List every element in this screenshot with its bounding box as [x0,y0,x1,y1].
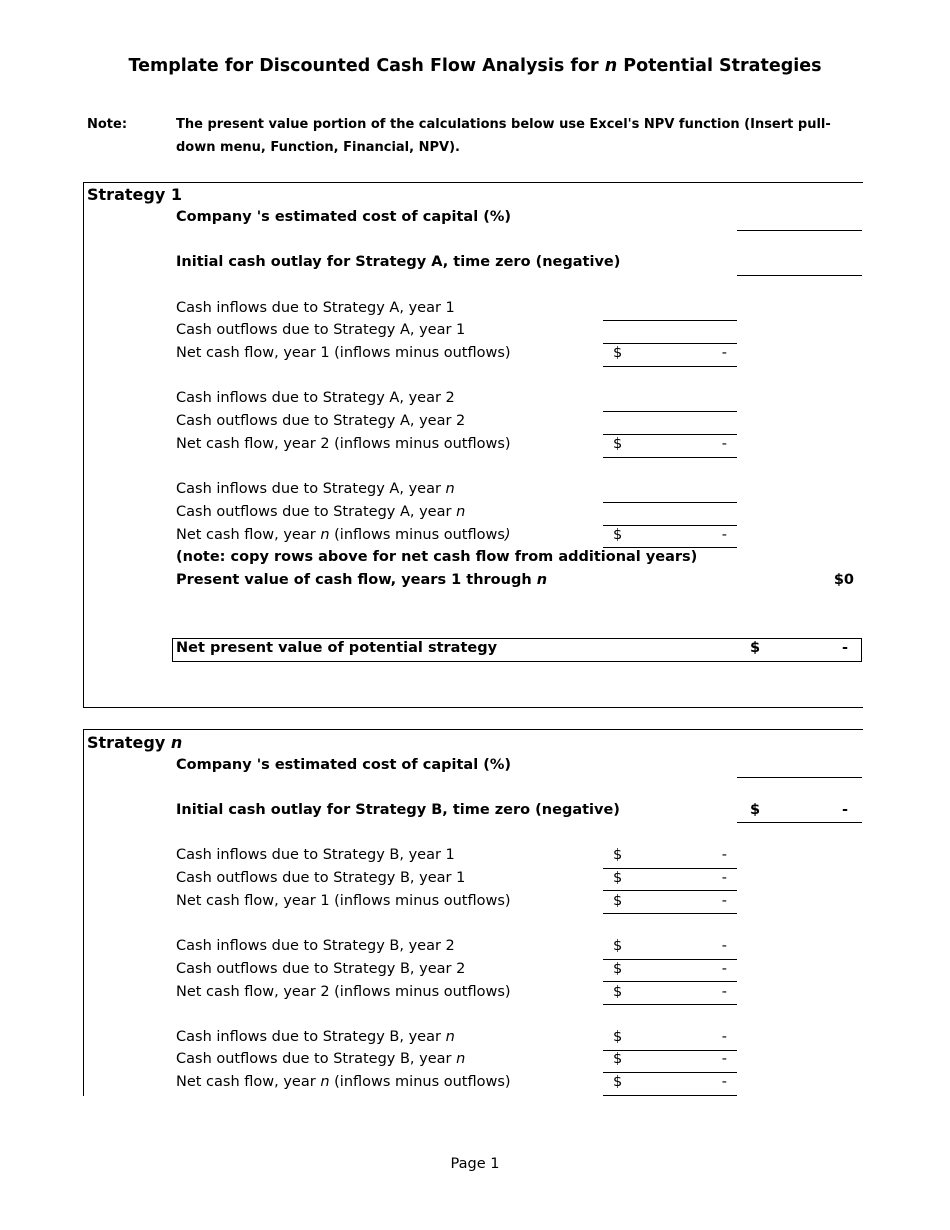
s1-y2-net-underline [603,457,737,458]
s1-cost-of-capital-input[interactable] [737,230,862,231]
sn-y2-inflow-underline [603,959,737,960]
s1-copy-note: (note: copy rows above for net cash flow from additional years) [176,549,698,565]
s1-y1-net-label: Net cash flow, year 1 (inflows minus outflows) [176,345,511,361]
sn-yn-outflow-value[interactable]: $ - [613,1051,727,1067]
page-number: Page 1 [450,1156,500,1172]
title-n: n [604,56,618,76]
note-text: The present value portion of the calculations below use Excel's NPV function (Insert pull-down menu, Function, Financial, NPV). [176,117,831,155]
s1-y1-inflow-input[interactable] [603,320,737,321]
sn-yn-inflow-label: Cash inflows due to Strategy B, year n [176,1029,455,1045]
sn-y1-net-label: Net cash flow, year 1 (inflows minus outflows) [176,893,511,909]
s1-yn-net-label: Net cash flow, year n (inflows minus outflows) [176,527,511,543]
sn-y1-outflow-underline [603,890,737,891]
s1-y2-inflow-input[interactable] [603,411,737,412]
s1-npv-value: $ - [750,640,848,656]
sn-y1-net-underline [603,913,737,914]
s1-yn-outflow-input[interactable] [603,525,737,526]
sn-y2-inflow-value[interactable]: $ - [613,938,727,954]
s1-yn-net-value: $ - [613,527,727,543]
sn-yn-inflow-value[interactable]: $ - [613,1029,727,1045]
s1-npv-label: Net present value of potential strategy [176,640,498,656]
sn-y1-outflow-value[interactable]: $ - [613,870,727,886]
strategy-n-title: Strategy n [87,733,183,752]
sn-yn-outflow-label: Cash outflows due to Strategy B, year n [176,1051,466,1067]
sn-y2-outflow-value[interactable]: $ - [613,961,727,977]
s1-y2-net-value: $ - [613,436,727,452]
sn-initial-outlay-label: Initial cash outlay for Strategy B, time zero (negative) [176,802,620,818]
s1-y2-inflow-label: Cash inflows due to Strategy A, year 2 [176,390,455,406]
page-title: Template for Discounted Cash Flow Analysis for n Potential Strategies [128,56,822,76]
s1-cost-of-capital-label: Company 's estimated cost of capital (%) [176,209,512,225]
s1-y1-outflow-input[interactable] [603,343,737,344]
sn-initial-outlay-underline [737,822,862,823]
sn-y1-inflow-underline [603,868,737,869]
sn-yn-net-value: $ - [613,1074,727,1090]
sn-yn-net-label: Net cash flow, year n (inflows minus outflows) [176,1074,511,1090]
sn-yn-net-underline [603,1095,737,1096]
sn-cost-of-capital-input[interactable] [737,777,862,778]
sn-y2-net-label: Net cash flow, year 2 (inflows minus outflows) [176,984,511,1000]
s1-y2-outflow-label: Cash outflows due to Strategy A, year 2 [176,413,466,429]
s1-y1-inflow-label: Cash inflows due to Strategy A, year 1 [176,300,455,316]
s1-yn-inflow-label: Cash inflows due to Strategy A, year n [176,481,455,497]
sn-yn-outflow-underline [603,1072,737,1073]
s1-y2-net-label: Net cash flow, year 2 (inflows minus outflows) [176,436,511,452]
s1-yn-inflow-input[interactable] [603,502,737,503]
s1-y2-outflow-input[interactable] [603,434,737,435]
s1-pv-label: Present value of cash flow, years 1 through n [176,572,548,588]
sn-y1-net-value: $ - [613,893,727,909]
sn-y2-outflow-label: Cash outflows due to Strategy B, year 2 [176,961,466,977]
sn-y2-net-value: $ - [613,984,727,1000]
note-label: Note: [87,117,128,132]
s1-pv-value: $0 [833,572,854,588]
s1-y1-outflow-label: Cash outflows due to Strategy A, year 1 [176,322,466,338]
strategy-1-title: Strategy 1 [87,185,182,204]
s1-initial-outlay-label: Initial cash outlay for Strategy A, time zero (negative) [176,254,621,270]
s1-initial-outlay-input[interactable] [737,275,862,276]
sn-y2-outflow-underline [603,981,737,982]
sn-cost-of-capital-label: Company 's estimated cost of capital (%) [176,757,512,773]
sn-y1-inflow-label: Cash inflows due to Strategy B, year 1 [176,847,455,863]
s1-yn-outflow-label: Cash outflows due to Strategy A, year n [176,504,466,520]
sn-y2-net-underline [603,1004,737,1005]
s1-yn-net-underline [603,547,737,548]
sn-initial-outlay-value[interactable]: $ - [750,802,848,818]
sn-y1-inflow-value[interactable]: $ - [613,847,727,863]
sn-y1-outflow-label: Cash outflows due to Strategy B, year 1 [176,870,466,886]
sn-y2-inflow-label: Cash inflows due to Strategy B, year 2 [176,938,455,954]
s1-y1-net-value: $ - [613,345,727,361]
s1-y1-net-underline [603,366,737,367]
